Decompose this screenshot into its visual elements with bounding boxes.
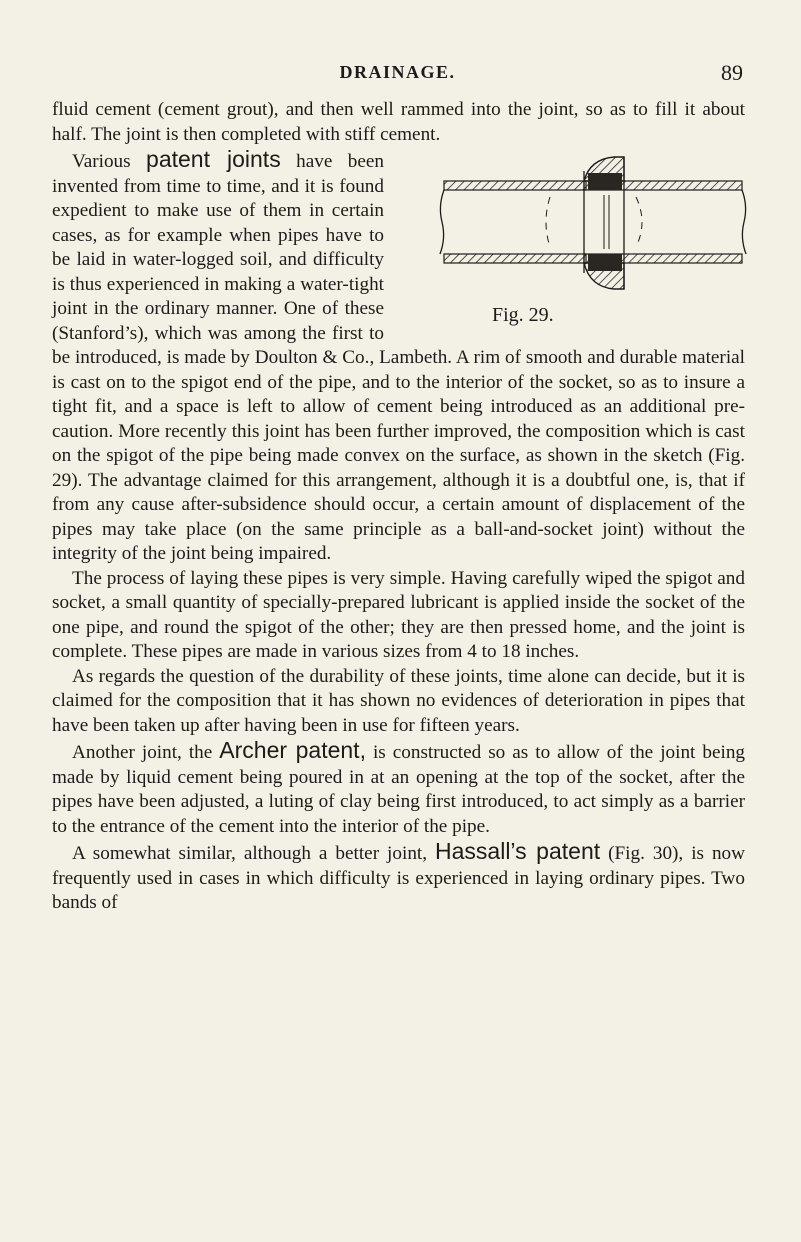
page-number: 89 xyxy=(721,60,743,85)
emphasis-hassalls-patent: Hassall’s patent xyxy=(435,838,601,864)
paragraph: The process of laying these pipes is very simple. Having carefully wiped the spigot and socket, a small quantity of specially-prepared lubricant is applied inside the socket of the one pipe, and round the spigot of the other; they are then pressed home, and the joint is complete. These pipes are made in various sizes from 4 to 18 inches. xyxy=(52,567,745,662)
paragraph: Another joint, the Archer patent, is constructed so as to allow of the joint being made by liquid cement being poured in at an opening at the top of the socket, after the pipes have been adjusted, a luting of clay being first introduced, to act simply as a barrier to the entrance of the cement into the interior of the pipe. xyxy=(52,737,746,837)
paragraph: Various patent joints have been invented from time to time, and it is found expedient to make use of them in certain cases, as for example when pipes have to be laid in water-logged soil, and difficulty is thus experienced in making a water-tight joint in the ordinary manner. One of these (Stanford’s), which was among the first to be introduced, is made by Doulton & Co., Lambeth. A rim of smooth and durable material is cast on to the spigot end of the pipe, and to the interior of the socket, so as to insure a tight fit, and a space is left to allow of cement being introduced as an additional pre-caution. More recently this joint has been further improved, the composition which is cast on the spigot of the pipe being made convex on the surface, as shown in the sketch (Fig. 29). The advantage claimed for this arrangement, although it is a doubtful one, is, that if from any cause after-subsidence should occur, a certain amount of displacement of the pipes may take place (on the same principle as a ball-and-socket joint) without the integrity of the joint being impaired. xyxy=(52,146,745,564)
figure-pipe-joint xyxy=(392,151,757,337)
paragraph: A somewhat similar, although a better joint, Hassall’s patent (Fig. 30), is now frequently used in cases in which difficulty is experienced in laying ordinary pipes. Two bands of xyxy=(52,838,746,913)
paragraph: As regards the question of the durability of these joints, time alone can decide, but it is claimed for the composition that it has shown no evidences of deterioration in pipes that have been taken up after having been in use for fifteen years. xyxy=(52,665,745,736)
body-text xyxy=(52,98,745,916)
running-header xyxy=(52,60,743,88)
running-title: DRAINAGE. xyxy=(339,62,456,82)
pipe-joint-illustration xyxy=(392,151,757,301)
emphasis-patent-joints: patent joints xyxy=(146,146,281,172)
emphasis-archer-patent: Archer patent, xyxy=(219,737,366,763)
figure-caption: Fig. 29. xyxy=(492,304,554,326)
paragraph: fluid cement (cement grout), and then well rammed into the joint, so as to fill it about half. The joint is then completed with stiff cement. xyxy=(52,99,745,145)
